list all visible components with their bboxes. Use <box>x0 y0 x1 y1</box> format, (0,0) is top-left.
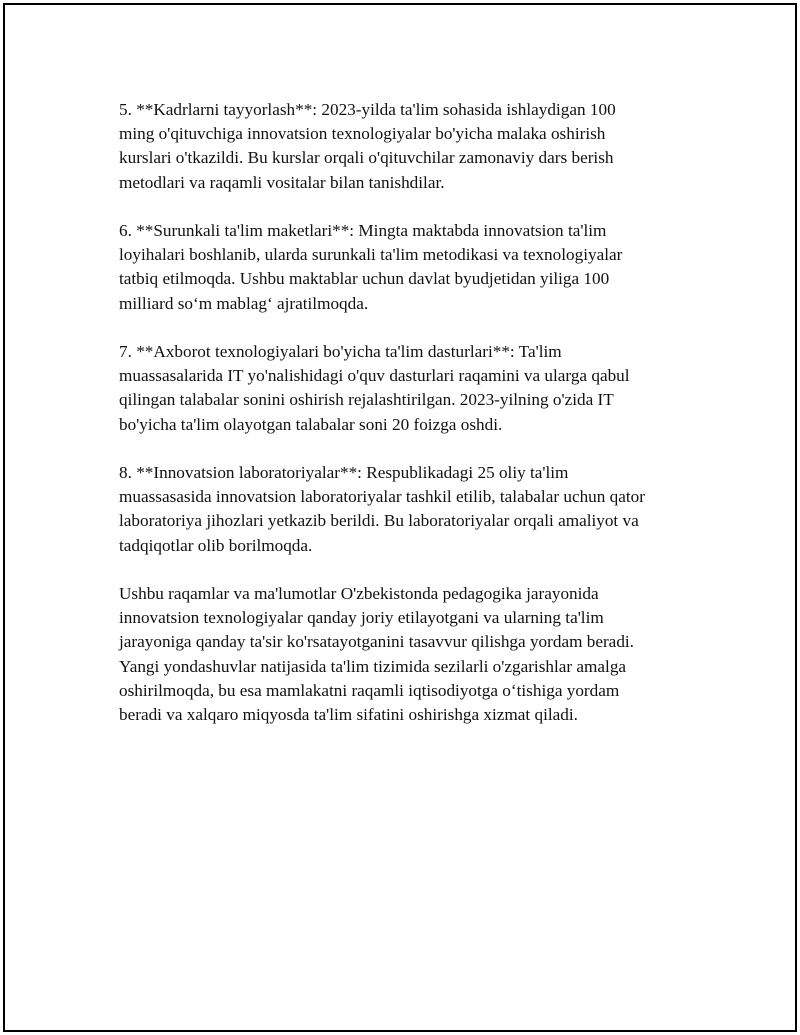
paragraph-item-5: 5. **Kadrlarni tayyorlash**: 2023-yilda ta'lim sohasida ishlaydigan 100 ming o'qituvchiga innovatsion texnologiyalar bo'yicha malaka oshirish kurslari o'tkazildi. Bu kurslar orqali o'qituvchilar zamonaviy dars berish metodlari va raqamli vositalar bilan tanishdilar. <box>119 100 616 192</box>
paragraph-item-6: 6. **Surunkali ta'lim maketlari**: Mingta maktabda innovatsion ta'lim loyihalari boshlanib, ularda surunkali ta'lim metodikasi va texnologiyalar tatbiq etilmoqda. Ushbu maktablar uchun davlat byudjetidan yiliga 100 milliard so‘m mablag‘ ajratilmoqda. <box>119 221 623 313</box>
paragraph-item-7: 7. **Axborot texnologiyalari bo'yicha ta'lim dasturlari**: Ta'lim muassasalarida IT yo'nalishidagi o'quv dasturlari raqamini va ularga qabul qilingan talabalar sonini oshirish rejalashtirilgan. 2023-yilning o'zida IT bo'yicha ta'lim olayotgan talabalar soni 20 foizga oshdi. <box>119 342 630 434</box>
paragraph-conclusion: Ushbu raqamlar va ma'lumotlar O'zbekistonda pedagogika jarayonida innovatsion texnologiyalar qanday joriy etilayotgani va ularning ta'lim jarayoniga qanday ta'sir ko'rsatayotganini tasavvur qilishga yordam beradi. Yangi yondashuvlar natijasida ta'lim tizimida sezilarli o'zgarishlar amalga oshirilmoqda, bu esa mamlakatni raqamli iqtisodiyotga o‘tishiga yordam beradi va xalqaro miqyosda ta'lim sifatini oshirishga xizmat qiladi. <box>119 584 634 725</box>
document-body <box>119 98 699 751</box>
document-page <box>3 3 797 1032</box>
paragraph-item-8: 8. **Innovatsion laboratoriyalar**: Respublikadagi 25 oliy ta'lim muassasasida innovatsion laboratoriyalar tashkil etilib, talabalar uchun qator laboratoriya jihozlari yetkazib berildi. Bu laboratoriyalar orqali amaliyot va tadqiqotlar olib borilmoqda. <box>119 463 645 555</box>
